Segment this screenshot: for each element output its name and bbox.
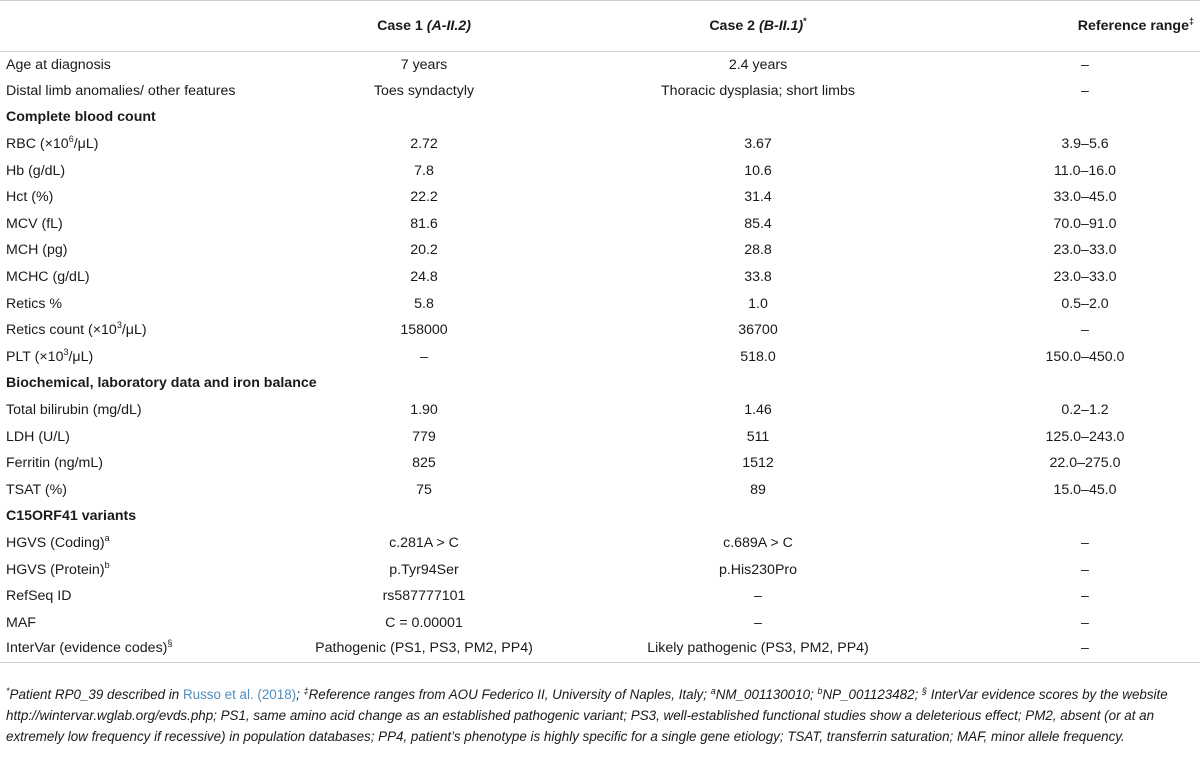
row-label: Ferritin (ng/mL) (6, 455, 103, 472)
header-case1-label: Case 1 (377, 17, 427, 34)
reference-value: – (1081, 82, 1089, 99)
label-part: ×10 (39, 348, 64, 365)
reference-value: 3.9–5.6 (1061, 136, 1109, 153)
case1-value: 779 (412, 428, 436, 445)
table-row (0, 51, 1200, 78)
row-label (0, 636, 270, 663)
case2-value: 3.67 (744, 136, 772, 153)
row-label (0, 131, 270, 158)
case1-value: Pathogenic (PS1, PS3, PM2, PP4) (270, 636, 578, 663)
header-blank (0, 1, 270, 51)
case1-value: 2.72 (410, 136, 438, 153)
case1-value: Toes syndactyly (373, 82, 475, 99)
row-label: MCH (pg) (6, 242, 68, 259)
footnote-mark: a (710, 686, 716, 696)
table-row (0, 317, 1200, 344)
case2-value: 31.4 (744, 189, 772, 206)
case1-value: 5.8 (414, 295, 434, 312)
footnote-text: Reference ranges from AOU Federico II, University of Naples, Italy; (308, 687, 711, 702)
header-case2-id: (B-II.1) (759, 17, 804, 34)
reference-value: – (1081, 322, 1089, 339)
case1-value: rs587777101 (382, 588, 466, 605)
row-label (0, 317, 270, 344)
section-title-variants: C15ORF41 variants (6, 508, 137, 525)
table-row (0, 609, 1200, 636)
case1-value: c.281A > C (389, 534, 459, 551)
row-label: Hct (%) (6, 189, 54, 206)
case2-value: 1.46 (744, 402, 772, 419)
case1-value: 7 years (400, 56, 448, 73)
table-row (0, 290, 1200, 317)
table-row (0, 556, 1200, 583)
label-part: /μL) (121, 322, 147, 339)
footnote-mark: b (817, 686, 823, 696)
reference-value: 23.0–33.0 (1053, 269, 1117, 286)
footnote-text: NM_001130010; (715, 687, 818, 702)
table-row (0, 78, 1200, 105)
case1-value: 825 (412, 455, 436, 472)
table-row (0, 423, 1200, 450)
label-exponent: 6 (68, 134, 74, 145)
section-header (0, 503, 1200, 530)
row-label: LDH (U/L) (6, 428, 70, 445)
case1-value: 158000 (400, 322, 448, 339)
case1-value: 81.6 (410, 215, 438, 232)
case2-value: 33.8 (744, 269, 772, 286)
case2-value: 89 (750, 481, 766, 498)
header-case2 (578, 1, 938, 51)
reference-value: 15.0–45.0 (1053, 481, 1117, 498)
reference-value: 0.5–2.0 (1061, 295, 1109, 312)
label-part: Retics count ( (6, 322, 93, 339)
case2-value: – (754, 614, 762, 631)
case1-value: 7.8 (414, 162, 434, 179)
case2-value: p.His230Pro (718, 561, 798, 578)
header-case1 (270, 1, 578, 51)
label-part: PLT ( (6, 348, 40, 365)
table-row (0, 131, 1200, 158)
table-row (0, 211, 1200, 238)
header-reference-label: Reference range (1077, 17, 1189, 34)
case2-value: 1512 (742, 455, 774, 472)
reference-value: 125.0–243.0 (1045, 428, 1125, 445)
label-part: InterVar (evidence codes) (6, 639, 168, 656)
case1-value: 75 (416, 481, 432, 498)
header-case1-id: (A-II.2) (426, 17, 471, 34)
citation-link[interactable]: Russo et al. (2018) (182, 687, 297, 702)
case1-value: 22.2 (410, 189, 438, 206)
label-part: HGVS (Coding) (6, 534, 105, 551)
label-part: HGVS (Protein) (6, 561, 105, 578)
table-row (0, 583, 1200, 610)
label-part: /μL) (68, 348, 94, 365)
case2-value: 518.0 (740, 348, 776, 365)
table-row (0, 450, 1200, 477)
footnote-text: NP_001123482; (822, 687, 923, 702)
table-row (0, 397, 1200, 424)
footnote-mark: § (922, 686, 928, 696)
section-title-biochem: Biochemical, laboratory data and iron balance (6, 375, 317, 392)
table-footnote (6, 684, 1196, 747)
reference-value: – (1081, 588, 1089, 605)
table-row (0, 157, 1200, 184)
footnote-mark: § (167, 637, 173, 648)
reference-value: 0.2–1.2 (1061, 402, 1109, 419)
case1-value: 24.8 (410, 269, 438, 286)
case2-value: Thoracic dysplasia; short limbs (661, 82, 855, 99)
reference-value: 70.0–91.0 (1053, 215, 1117, 232)
header-reference (938, 1, 1200, 51)
reference-value: 23.0–33.0 (1053, 242, 1117, 259)
row-label (0, 556, 270, 583)
case1-value: – (420, 348, 428, 365)
reference-value: 150.0–450.0 (1045, 348, 1125, 365)
case1-value: 1.90 (410, 402, 438, 419)
case2-value: – (754, 588, 762, 605)
case2-value: 2.4 years (728, 56, 788, 73)
row-label (0, 344, 270, 371)
section-title-cbc: Complete blood count (6, 109, 156, 126)
row-label: RefSeq ID (6, 588, 72, 605)
case1-value: 20.2 (410, 242, 438, 259)
row-label: TSAT (%) (6, 481, 67, 498)
case1-value: C = 0.00001 (385, 614, 463, 631)
reference-value: – (1081, 561, 1089, 578)
reference-value: – (938, 636, 1200, 663)
section-header (0, 370, 1200, 397)
case2-value: 511 (746, 428, 770, 445)
label-exponent: 3 (116, 320, 122, 331)
footnote-text: InterVar evidence scores by the website http://wintervar.wglab.org/evds.php; PS1, same amino acid change as an established pathogenic variant; PS3, well-established functional studies show a deleterious effect; PM2, absent (or at an extremely low frequency if recessive) in population databases; PP4, patient’s phenotype is highly specific for a single gene etiology; TSAT, transferrin saturation; MAF, minor allele frequency. (6, 687, 1168, 744)
row-label: Retics % (6, 295, 62, 312)
row-label: MCV (fL) (6, 215, 63, 232)
case2-value: 1.0 (748, 295, 768, 312)
table-row (0, 344, 1200, 371)
reference-value: 22.0–275.0 (1049, 455, 1121, 472)
reference-value: – (1081, 534, 1089, 551)
footnote-text: Patient RP0_39 described in (9, 687, 183, 702)
case1-value: p.Tyr94Ser (389, 561, 459, 578)
reference-value: – (1081, 56, 1089, 73)
table-row (0, 237, 1200, 264)
footnote-mark: a (104, 532, 110, 543)
footnote-mark: * (6, 686, 10, 696)
header-case2-mark: * (803, 15, 807, 26)
label-part: /μL) (73, 136, 99, 153)
reference-value: 11.0–16.0 (1053, 162, 1117, 179)
row-label: Hb (g/dL) (6, 162, 66, 179)
table-row (0, 184, 1200, 211)
table-row (0, 530, 1200, 557)
case2-value: 85.4 (744, 215, 772, 232)
row-label (0, 530, 270, 557)
row-label: Age at diagnosis (6, 56, 111, 73)
reference-value: 33.0–45.0 (1053, 189, 1117, 206)
label-exponent: 3 (63, 346, 69, 357)
case2-value: Likely pathogenic (PS3, PM2, PP4) (578, 636, 938, 663)
header-row (0, 1, 1200, 51)
table-row (0, 636, 1200, 663)
header-reference-mark: ‡ (1188, 15, 1194, 26)
footnote-text: ; (296, 687, 304, 702)
row-label: Total bilirubin (mg/dL) (6, 402, 142, 419)
row-label: MAF (6, 614, 36, 631)
label-part: ×10 (44, 136, 69, 153)
header-case2-label: Case 2 (709, 17, 760, 34)
reference-value: – (1081, 614, 1089, 631)
label-part: RBC ( (6, 136, 45, 153)
label-part: ×10 (92, 322, 117, 339)
case2-value: 10.6 (744, 162, 772, 179)
table-row (0, 477, 1200, 504)
footnote-mark: ‡ (303, 686, 309, 696)
case2-value: 36700 (738, 322, 778, 339)
row-label: Distal limb anomalies/ other features (6, 82, 236, 99)
footnote-mark: b (104, 559, 110, 570)
case2-value: 28.8 (744, 242, 772, 259)
section-header (0, 104, 1200, 131)
table-row (0, 264, 1200, 291)
row-label: MCHC (g/dL) (6, 269, 90, 286)
clinical-data-table (0, 1, 1200, 663)
case2-value: c.689A > C (723, 534, 793, 551)
